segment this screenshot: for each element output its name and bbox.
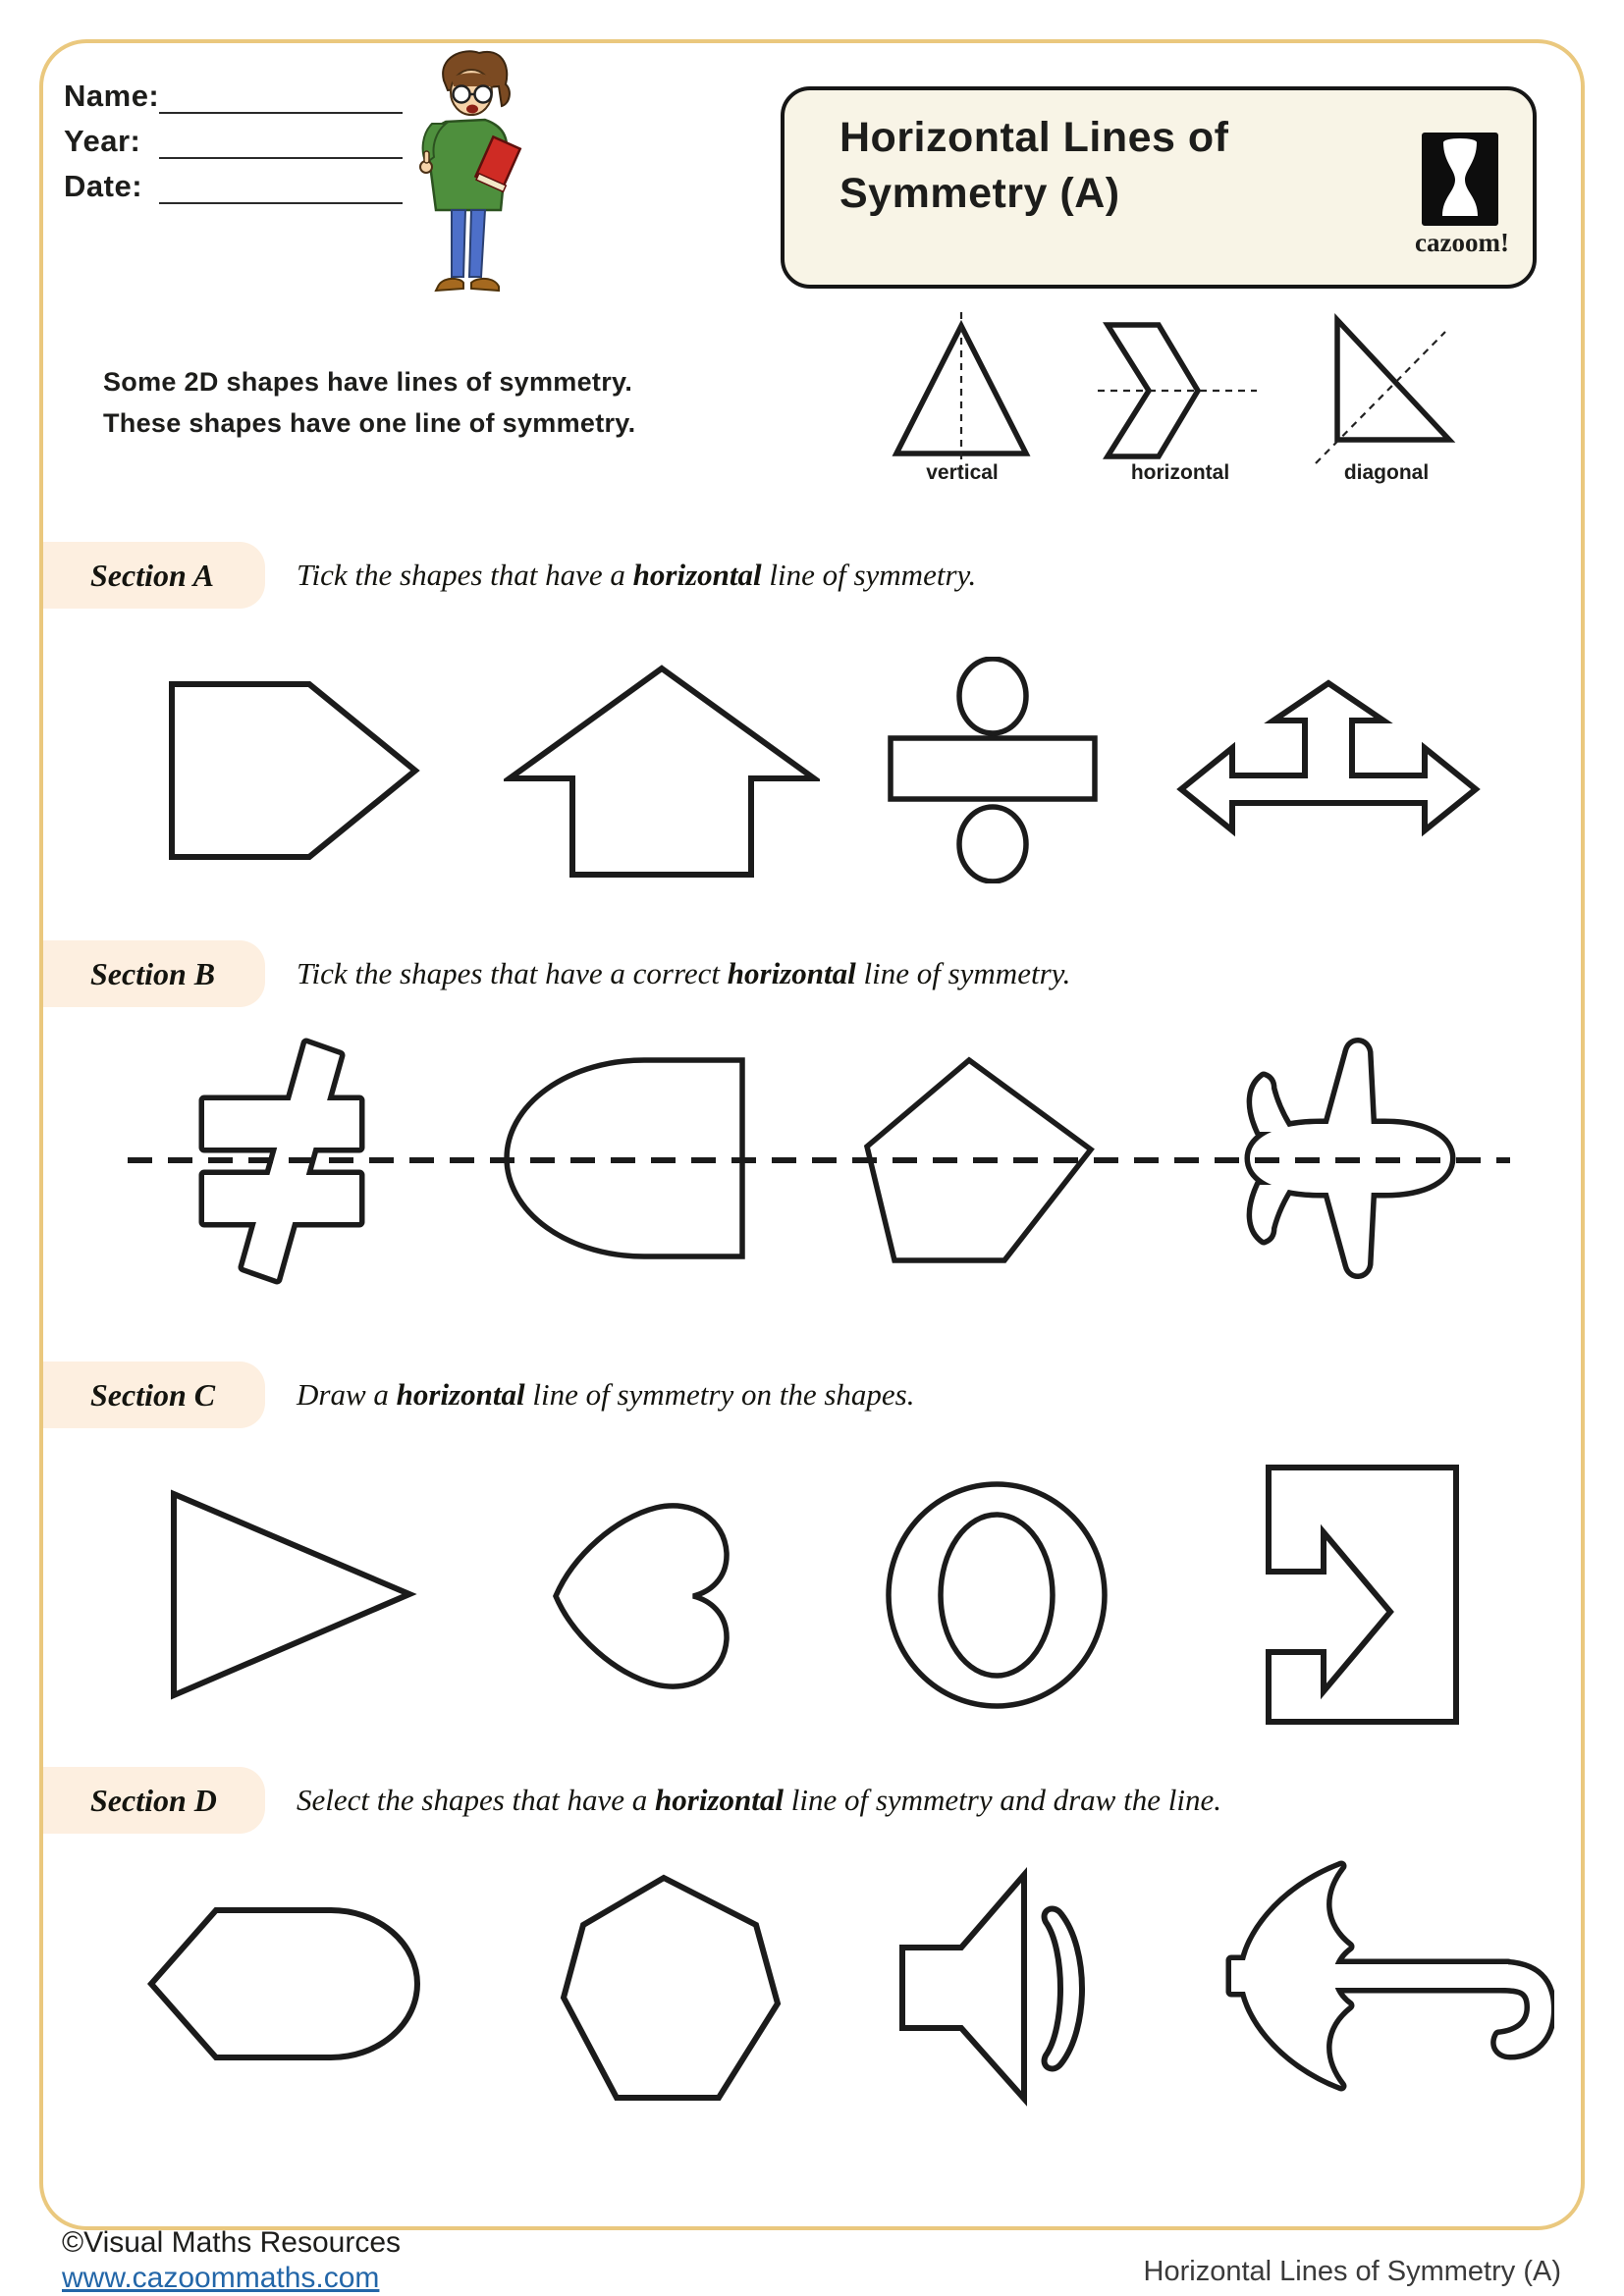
date-label: Date: (64, 169, 143, 203)
shape-umbrella-sideways[interactable] (1225, 1860, 1554, 2096)
title-line-1: Horizontal Lines of (839, 114, 1229, 161)
shape-speaker[interactable] (896, 1863, 1147, 2109)
section-c-instruction: Draw a horizontal line of symmetry on the shapes. (297, 1377, 915, 1412)
section-b-instruction: Tick the shapes that have a correct horizontal line of symmetry. (297, 956, 1071, 990)
shape-heptagon[interactable] (554, 1870, 790, 2106)
shape-arrow-up[interactable] (504, 663, 820, 881)
example-triangle-vertical (887, 310, 1036, 471)
logo-caption: cazoom! (1415, 228, 1509, 257)
shape-rectangle-arrow-cutout[interactable] (1255, 1460, 1466, 1730)
intro-line-2: These shapes have one line of symmetry. (103, 408, 636, 438)
hourglass-icon (1422, 133, 1498, 226)
teacher-illustration (412, 47, 525, 304)
name-input-line[interactable] (159, 112, 403, 114)
date-input-line[interactable] (159, 202, 403, 204)
footer-worksheet-name: Horizontal Lines of Symmetry (A) (1143, 2256, 1561, 2287)
footer-link[interactable]: www.cazoommaths.com (62, 2262, 380, 2294)
example-label-diagonal: diagonal (1343, 461, 1430, 484)
example-label-horizontal: horizontal (1130, 461, 1230, 484)
name-label: Name: (64, 79, 160, 113)
section-d-instruction: Select the shapes that have a horizontal line of symmetry and draw the line. (297, 1783, 1221, 1817)
section-d-title: Section D (90, 1782, 217, 1818)
section-c-title: Section C (90, 1376, 216, 1413)
section-a-title: Section A (90, 557, 214, 593)
shape-triangle-right[interactable] (162, 1484, 422, 1705)
cazoom-logo (1422, 133, 1498, 226)
intro-line-1: Some 2D shapes have lines of symmetry. (103, 367, 633, 397)
shape-division-symbol[interactable] (885, 657, 1101, 883)
year-label: Year: (64, 124, 141, 158)
shape-heart-left[interactable] (546, 1486, 747, 1704)
example-chevron-horizontal (1096, 316, 1261, 465)
section-a-instruction: Tick the shapes that have a horizontal line of symmetry. (297, 558, 977, 592)
shape-donut[interactable] (882, 1477, 1112, 1713)
shape-bullet-hexagon[interactable] (139, 1900, 434, 2067)
section-c-header (43, 1362, 265, 1428)
footer-copyright: ©Visual Maths Resources (62, 2226, 402, 2259)
section-b-header (43, 940, 265, 1007)
example-label-vertical: vertical (926, 461, 999, 484)
section-b-title: Section B (90, 955, 216, 991)
page-title (839, 110, 1229, 222)
section-a-header (43, 542, 265, 609)
section-d-header (43, 1767, 265, 1834)
section-b-dashed-line (126, 1156, 1512, 1164)
year-input-line[interactable] (159, 157, 403, 159)
example-right-triangle-diagonal (1308, 310, 1461, 471)
shape-three-way-arrow[interactable] (1175, 677, 1482, 854)
title-line-2: Symmetry (A) (839, 170, 1120, 217)
shape-pentagon-right[interactable] (162, 674, 425, 867)
